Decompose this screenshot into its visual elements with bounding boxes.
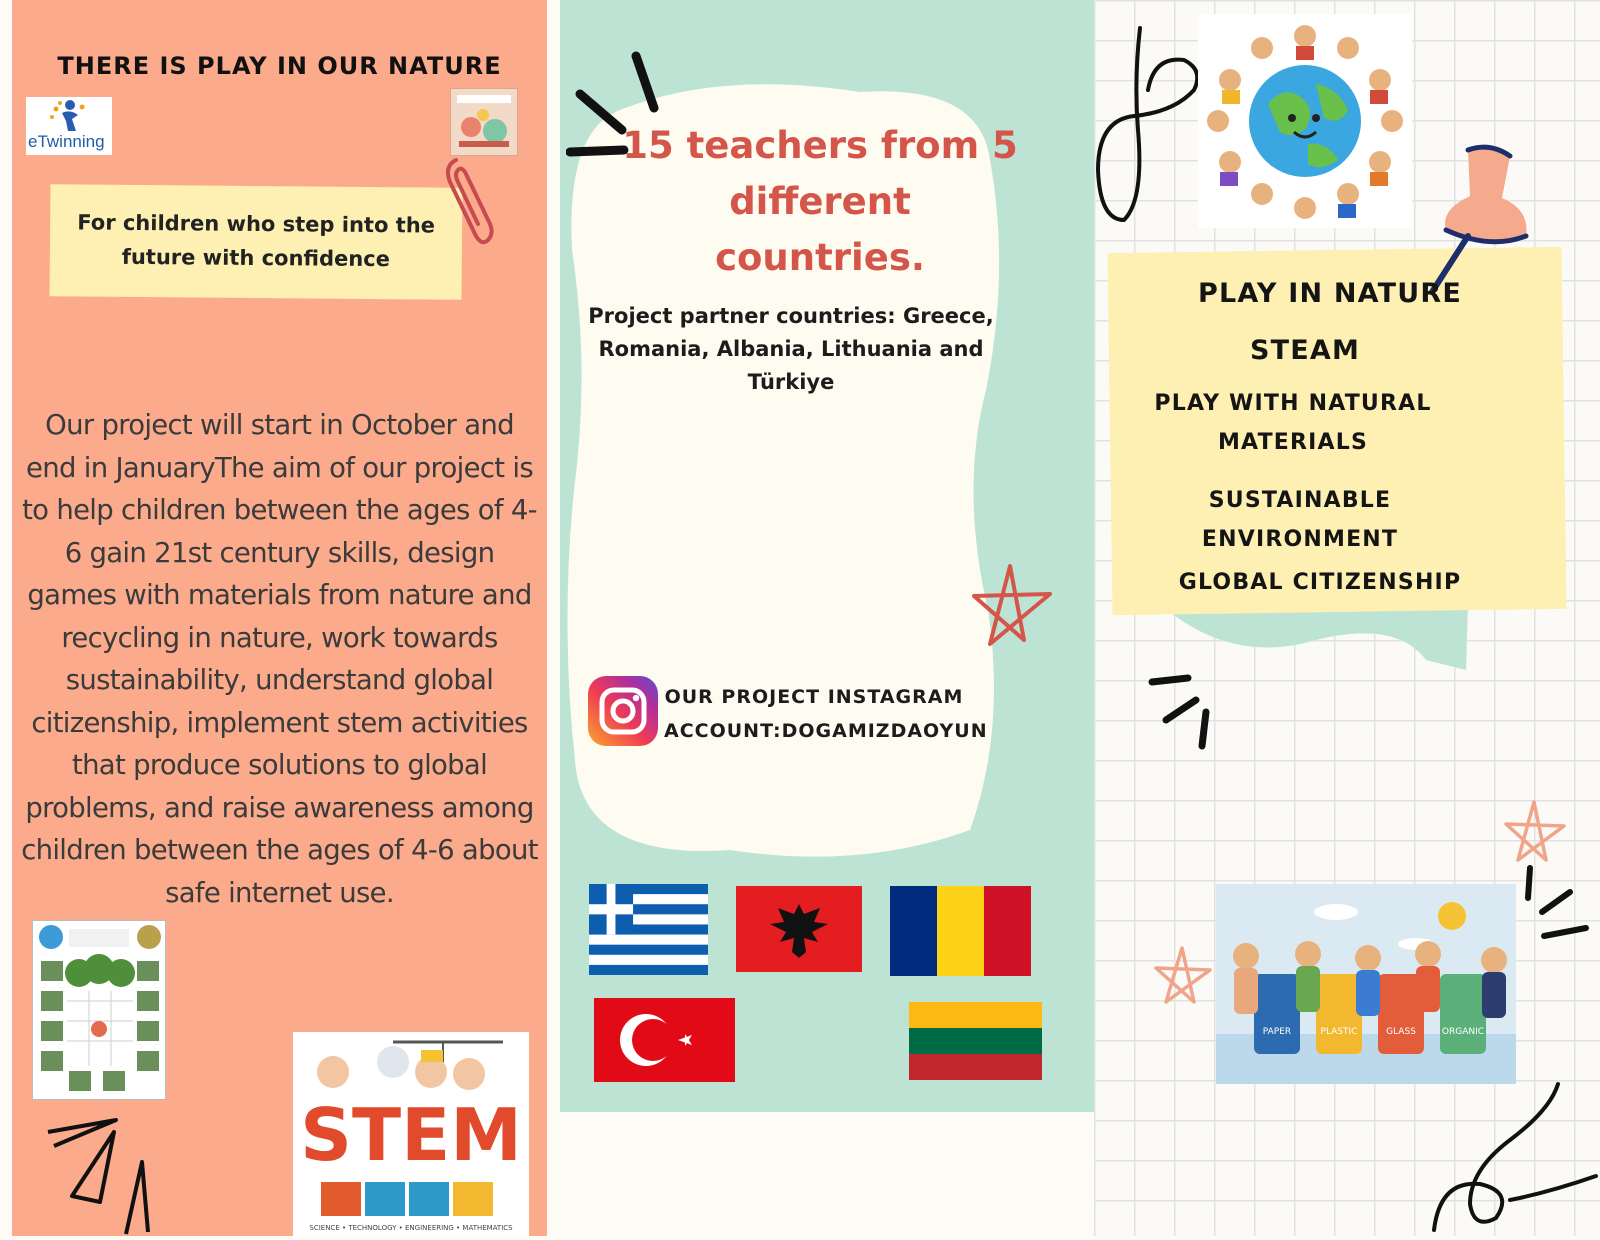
bin-label-glass: GLASS bbox=[1386, 1027, 1416, 1037]
topic-natural-materials: PLAY WITH NATURAL MATERIALS bbox=[1154, 391, 1432, 455]
bin-label-paper: PAPER bbox=[1262, 1027, 1292, 1037]
dash-doodle-icon bbox=[1146, 672, 1226, 752]
flag-greece bbox=[589, 884, 708, 975]
game-board-thumbnail bbox=[32, 920, 166, 1100]
loop-doodle-icon bbox=[1094, 20, 1204, 230]
etwinning-logo bbox=[26, 97, 112, 155]
globe-children-illustration bbox=[1198, 14, 1412, 228]
etwinning-wordmark: eTwinning bbox=[28, 132, 105, 151]
flag-turkey bbox=[594, 998, 735, 1082]
flag-albania bbox=[736, 886, 862, 972]
tagline-text: For children who step into the future with confidence bbox=[77, 210, 436, 272]
partner-countries: Project partner countries: Greece, Romania, Albania, Lithuania and Türkiye bbox=[588, 304, 994, 394]
stem-poster bbox=[293, 1032, 529, 1236]
topic-global-citizenship: GLOBAL CITIZENSHIP bbox=[1178, 570, 1462, 595]
instagram-icon[interactable] bbox=[588, 676, 658, 746]
bin-label-plastic: PLASTIC bbox=[1320, 1027, 1358, 1037]
instagram-account: OUR PROJECT INSTAGRAM ACCOUNT:DOGAMIZDAOYUN bbox=[664, 686, 988, 742]
recycling-children-illustration bbox=[1216, 884, 1516, 1084]
star-doodle-icon bbox=[1500, 798, 1570, 868]
stem-caption: SCIENCE • TECHNOLOGY • ENGINEERING • MATHEMATICS bbox=[309, 1224, 513, 1232]
project-poster-thumbnail bbox=[450, 88, 518, 156]
loop-doodle-icon bbox=[1430, 1080, 1600, 1236]
flag-lithuania bbox=[909, 1002, 1042, 1080]
topic-play-in-nature: PLAY IN NATURE bbox=[1197, 278, 1463, 309]
left-title: THERE IS PLAY IN OUR NATURE bbox=[57, 52, 502, 80]
tagline-note bbox=[50, 184, 463, 300]
headline: 15 teachers from 5 different countries. bbox=[622, 124, 1018, 279]
stem-letters: STEM bbox=[300, 1093, 522, 1177]
star-doodle-icon bbox=[1150, 944, 1216, 1010]
project-description: Our project will start in October and end in JanuaryThe aim of our project is to help children between the ages of 4-6 gain 21st century skills, design games with materials from nature and recycling in nature, work towards sustainability, understand global citizenship, implement stem activities that produce solutions to global problems, and raise awareness among children between the ages of 4-6 about safe internet use. bbox=[21, 409, 538, 909]
paperclip-icon bbox=[436, 152, 496, 248]
triangle-doodle-icon bbox=[42, 1110, 172, 1236]
pushpin-icon bbox=[1410, 140, 1540, 300]
star-doodle-icon bbox=[966, 560, 1056, 652]
left-panel bbox=[12, 0, 547, 1236]
bin-label-organic: ORGANIC bbox=[1441, 1027, 1485, 1037]
dash-doodle-icon bbox=[1520, 862, 1600, 962]
topic-sustainable-environment: SUSTAINABLE ENVIRONMENT bbox=[1201, 488, 1399, 552]
flag-romania bbox=[890, 886, 1031, 976]
topic-steam: STEAM bbox=[1249, 335, 1361, 366]
etwinning-figure-icon bbox=[48, 99, 88, 133]
